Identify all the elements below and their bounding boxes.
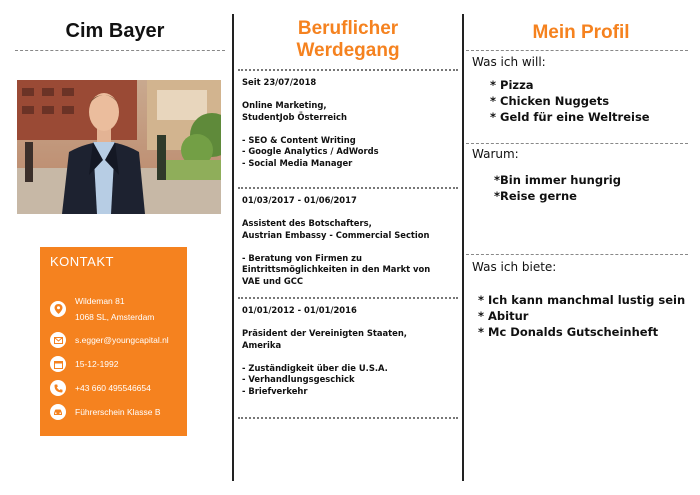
- biete-list: [478, 292, 685, 340]
- career-divider-2: [238, 297, 458, 299]
- warum-list: [494, 172, 621, 204]
- entry-role-line-2: StudentJob Österreich: [242, 111, 347, 122]
- entry-bullet: - Google Analytics / AdWords: [242, 146, 379, 156]
- entry-role-line-2: Austrian Embassy - Commercial Section: [242, 229, 430, 240]
- entry-date: 01/01/2012 - 01/01/2016: [242, 305, 357, 315]
- contact-email: [50, 332, 169, 348]
- career-divider-top: [238, 69, 458, 71]
- career-heading: [236, 18, 460, 62]
- location-pin-icon: [50, 301, 66, 317]
- phone-text[interactable]: +43 660 495546654: [75, 383, 151, 393]
- entry-bullet: - SEO & Content Writing: [242, 134, 356, 145]
- career-entry-2: [242, 195, 456, 287]
- car-icon: [50, 404, 66, 420]
- column-divider-left: [232, 14, 234, 481]
- phone-icon: [50, 380, 66, 396]
- profile-divider-2: [466, 254, 688, 255]
- entry-bullet: - Social Media Manager: [242, 157, 353, 168]
- career-divider-1: [238, 187, 458, 189]
- will-label: Was ich will:: [472, 55, 546, 69]
- biete-label: Was ich biete:: [472, 260, 557, 274]
- entry-role-line-1: Präsident der Vereinigten Staaten,: [242, 328, 407, 338]
- profile-divider-1: [466, 143, 688, 144]
- license-text: Führerschein Klasse B: [75, 407, 161, 417]
- entry-role-line-1: Online Marketing,: [242, 100, 327, 110]
- career-heading-line-2: Werdegang: [296, 40, 400, 61]
- contact-license: [50, 404, 161, 420]
- warum-label: Warum:: [472, 147, 519, 161]
- profile-heading: Mein Profil: [532, 22, 630, 43]
- entry-role-line-1: Assistent des Botschafters,: [242, 218, 372, 228]
- contact-birthdate: [50, 356, 118, 372]
- career-entry-1: [242, 77, 456, 169]
- contact-address: [50, 293, 154, 325]
- list-item: *Reise gerne: [494, 189, 577, 203]
- career-heading-line-1: Beruflicher: [297, 18, 399, 39]
- list-item: * Abitur: [478, 309, 529, 323]
- entry-bullet: Eintrittsmöglichkeiten in den Markt von: [242, 264, 431, 274]
- contact-box: [40, 247, 187, 436]
- entry-date: Seit 23/07/2018: [242, 77, 317, 87]
- entry-bullet: - Beratung von Firmen zu: [242, 252, 363, 263]
- envelope-icon: [50, 332, 66, 348]
- will-list: [490, 77, 650, 125]
- entry-bullet: - Briefverkehr: [242, 385, 308, 396]
- career-entry-3: [242, 305, 456, 397]
- entry-bullet: - Zuständigkeit über die U.S.A.: [242, 362, 388, 373]
- entry-date: 01/03/2017 - 01/06/2017: [242, 195, 357, 205]
- list-item: * Ich kann manchmal lustig sein: [478, 293, 686, 307]
- entry-bullet: VAE und GCC: [242, 275, 304, 286]
- address-line-1: Wildeman 81: [75, 296, 125, 306]
- contact-title: KONTAKT: [50, 254, 114, 269]
- contact-phone: [50, 380, 151, 396]
- birthdate-text: 15-12-1992: [75, 359, 119, 369]
- profile-photo: [17, 80, 221, 214]
- name-divider: [15, 50, 225, 51]
- list-item: * Mc Donalds Gutscheinheft: [478, 325, 659, 339]
- entry-bullet: - Verhandlungsgeschick: [242, 374, 355, 384]
- column-divider-right: [462, 14, 464, 481]
- profile-divider-top: [466, 50, 688, 51]
- career-divider-bottom: [238, 417, 458, 419]
- person-name: Cim Bayer: [65, 20, 165, 42]
- address-line-2: 1068 SL, Amsterdam: [75, 312, 155, 322]
- email-text[interactable]: s.egger@youngcapital.nl: [75, 335, 169, 345]
- portrait-image: [17, 80, 221, 214]
- list-item: * Geld für eine Weltreise: [490, 110, 650, 124]
- list-item: *Bin immer hungrig: [494, 173, 621, 187]
- list-item: * Pizza: [490, 78, 534, 92]
- list-item: * Chicken Nuggets: [490, 94, 610, 108]
- calendar-icon: [50, 356, 66, 372]
- entry-role-line-2: Amerika: [242, 339, 282, 350]
